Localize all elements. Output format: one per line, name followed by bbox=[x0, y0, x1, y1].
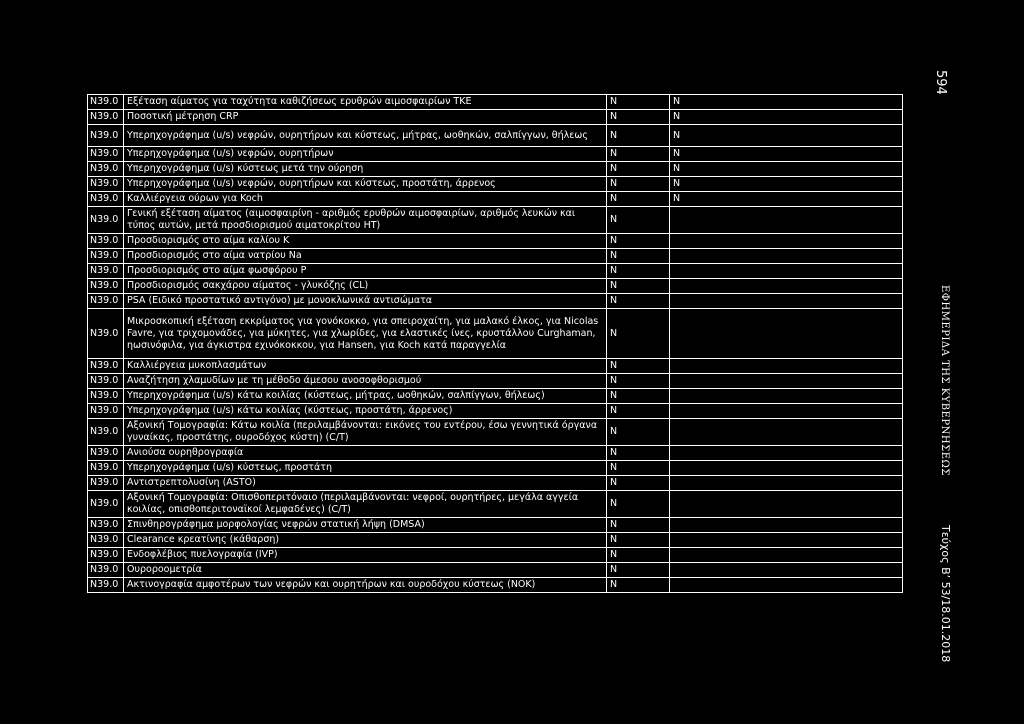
row-code: N39.0 bbox=[88, 359, 124, 374]
row-flag-1: N bbox=[607, 446, 670, 461]
row-description: Γενική εξέταση αίματος (αιμοσφαιρίνη - αριθμός ερυθρών αιμοσφαιρίων, αριθμός λευκών και τύπος αυτών, μετά προσδιορισμού αιματοκρίτου ΗΤ) bbox=[124, 207, 607, 234]
table-row bbox=[88, 147, 903, 162]
row-description: Υπερηχογράφημα (u/s) κάτω κοιλίας (κύστεως, προστάτη, άρρενος) bbox=[124, 404, 607, 419]
table-body bbox=[88, 95, 903, 593]
row-code: N39.0 bbox=[88, 446, 124, 461]
row-code: N39.0 bbox=[88, 249, 124, 264]
row-code: N39.0 bbox=[88, 491, 124, 518]
row-description: Σπινθηρογράφημα μορφολογίας νεφρών στατική λήψη (DMSA) bbox=[124, 518, 607, 533]
table-row bbox=[88, 461, 903, 476]
row-flag-1: N bbox=[607, 404, 670, 419]
row-description: Ανιούσα ουρηθρογραφία bbox=[124, 446, 607, 461]
row-flag-2 bbox=[670, 578, 903, 593]
table-row bbox=[88, 404, 903, 419]
table-row bbox=[88, 264, 903, 279]
row-flag-1: N bbox=[607, 95, 670, 110]
row-flag-2 bbox=[670, 404, 903, 419]
row-description: Υπερηχογράφημα (u/s) κάτω κοιλίας (κύστεως, μήτρας, ωοθηκών, σαλπίγγων, θήλεως) bbox=[124, 389, 607, 404]
row-description: Clearance κρεατίνης (κάθαρση) bbox=[124, 533, 607, 548]
row-flag-2: N bbox=[670, 192, 903, 207]
row-flag-1: N bbox=[607, 491, 670, 518]
table-row bbox=[88, 309, 903, 359]
row-code: N39.0 bbox=[88, 177, 124, 192]
row-description: Υπερηχογράφημα (u/s) νεφρών, ουρητήρων και κύστεως, προστάτη, άρρενος bbox=[124, 177, 607, 192]
row-description: Υπερηχογράφημα (u/s) νεφρών, ουρητήρων και κύστεως, μήτρας, ωοθηκών, σαλπίγγων, θήλεως bbox=[124, 125, 607, 147]
row-description: Αντιστρεπτολυσίνη (ASTO) bbox=[124, 476, 607, 491]
row-flag-1: N bbox=[607, 125, 670, 147]
row-code: N39.0 bbox=[88, 279, 124, 294]
row-flag-2 bbox=[670, 309, 903, 359]
row-flag-2 bbox=[670, 279, 903, 294]
table-row bbox=[88, 207, 903, 234]
row-flag-1: N bbox=[607, 294, 670, 309]
table-row bbox=[88, 125, 903, 147]
row-flag-1: N bbox=[607, 518, 670, 533]
row-flag-2 bbox=[670, 491, 903, 518]
row-code: N39.0 bbox=[88, 264, 124, 279]
row-flag-1: N bbox=[607, 192, 670, 207]
row-code: N39.0 bbox=[88, 125, 124, 147]
row-description: Ενδοφλέβιος πυελογραφία (IVP) bbox=[124, 548, 607, 563]
row-code: N39.0 bbox=[88, 548, 124, 563]
row-flag-2 bbox=[670, 249, 903, 264]
row-flag-2 bbox=[670, 294, 903, 309]
row-flag-2: N bbox=[670, 162, 903, 177]
row-description: PSA (Ειδικό προστατικό αντιγόνο) με μονοκλωνικά αντισώματα bbox=[124, 294, 607, 309]
row-flag-1: N bbox=[607, 279, 670, 294]
row-flag-1: N bbox=[607, 548, 670, 563]
row-code: N39.0 bbox=[88, 162, 124, 177]
row-description: Μικροσκοπική εξέταση εκκρίματος για γονόκοκκο, για σπειροχαίτη, για μαλακό έλκος, για Nicolas Favre, για τριχομονάδες, για μύκητες, για χλωρίδες, για ελαστικές ίνες, κρυστάλλου Curghaman, ηωσινόφιλα, για άγκιστρα εχινόκοκκου, για Hansen, για Koch κατά παραγγελία bbox=[124, 309, 607, 359]
table-row bbox=[88, 578, 903, 593]
row-code: N39.0 bbox=[88, 207, 124, 234]
table-row bbox=[88, 419, 903, 446]
row-description: Προσδιορισμός στο αίμα καλίου Κ bbox=[124, 234, 607, 249]
row-code: N39.0 bbox=[88, 404, 124, 419]
row-flag-2: N bbox=[670, 125, 903, 147]
row-code: N39.0 bbox=[88, 192, 124, 207]
row-flag-2 bbox=[670, 563, 903, 578]
row-description: Αξονική Τομογραφία: Κάτω κοιλία (περιλαμβάνονται: εικόνες του εντέρου, έσω γεννητικά όργανα γυναίκας, προστάτης, ουροδόχος κύστη) (C/T) bbox=[124, 419, 607, 446]
row-flag-1: N bbox=[607, 533, 670, 548]
table-row bbox=[88, 359, 903, 374]
row-flag-2 bbox=[670, 518, 903, 533]
row-code: N39.0 bbox=[88, 110, 124, 125]
row-code: N39.0 bbox=[88, 476, 124, 491]
row-code: N39.0 bbox=[88, 578, 124, 593]
row-flag-2 bbox=[670, 533, 903, 548]
examinations-table bbox=[87, 94, 903, 593]
row-flag-2 bbox=[670, 207, 903, 234]
row-flag-2 bbox=[670, 264, 903, 279]
row-flag-1: N bbox=[607, 177, 670, 192]
table-row bbox=[88, 563, 903, 578]
row-flag-2 bbox=[670, 234, 903, 249]
row-description: Προσδιορισμός σακχάρου αίματος - γλυκόζης (CL) bbox=[124, 279, 607, 294]
row-flag-1: N bbox=[607, 264, 670, 279]
row-code: N39.0 bbox=[88, 309, 124, 359]
table-row bbox=[88, 110, 903, 125]
row-description: Προσδιορισμός στο αίμα φωσφόρου P bbox=[124, 264, 607, 279]
row-flag-2 bbox=[670, 548, 903, 563]
table-row bbox=[88, 234, 903, 249]
table-row bbox=[88, 548, 903, 563]
table-row bbox=[88, 192, 903, 207]
row-flag-2 bbox=[670, 374, 903, 389]
row-flag-2 bbox=[670, 359, 903, 374]
row-flag-1: N bbox=[607, 461, 670, 476]
row-flag-1: N bbox=[607, 147, 670, 162]
row-flag-2: N bbox=[670, 110, 903, 125]
row-flag-1: N bbox=[607, 374, 670, 389]
row-flag-1: N bbox=[607, 476, 670, 491]
row-description: Καλλιέργεια ούρων για Koch bbox=[124, 192, 607, 207]
row-description: Υπερηχογράφημα (u/s) νεφρών, ουρητήρων bbox=[124, 147, 607, 162]
row-code: N39.0 bbox=[88, 389, 124, 404]
row-description: Εξέταση αίματος για ταχύτητα καθιζήσεως ερυθρών αιμοσφαιρίων ΤΚΕ bbox=[124, 95, 607, 110]
row-flag-1: N bbox=[607, 249, 670, 264]
table-row bbox=[88, 95, 903, 110]
row-flag-2 bbox=[670, 476, 903, 491]
row-flag-2 bbox=[670, 389, 903, 404]
row-flag-2 bbox=[670, 461, 903, 476]
row-code: N39.0 bbox=[88, 294, 124, 309]
row-flag-1: N bbox=[607, 578, 670, 593]
row-code: N39.0 bbox=[88, 147, 124, 162]
row-code: N39.0 bbox=[88, 95, 124, 110]
row-description: Προσδιορισμός στο αίμα νατρίου Na bbox=[124, 249, 607, 264]
table-row bbox=[88, 446, 903, 461]
row-flag-1: N bbox=[607, 359, 670, 374]
row-flag-1: N bbox=[607, 207, 670, 234]
row-flag-1: N bbox=[607, 563, 670, 578]
table-row bbox=[88, 533, 903, 548]
table-row bbox=[88, 389, 903, 404]
row-code: N39.0 bbox=[88, 374, 124, 389]
row-code: N39.0 bbox=[88, 234, 124, 249]
row-flag-1: N bbox=[607, 309, 670, 359]
row-description: Ουροροομετρία bbox=[124, 563, 607, 578]
row-code: N39.0 bbox=[88, 419, 124, 446]
row-code: N39.0 bbox=[88, 461, 124, 476]
table-row bbox=[88, 177, 903, 192]
row-code: N39.0 bbox=[88, 563, 124, 578]
table-row bbox=[88, 476, 903, 491]
table-row bbox=[88, 491, 903, 518]
row-flag-1: N bbox=[607, 110, 670, 125]
row-flag-2: N bbox=[670, 95, 903, 110]
row-flag-2: N bbox=[670, 147, 903, 162]
table-row bbox=[88, 162, 903, 177]
row-flag-2 bbox=[670, 419, 903, 446]
table-row bbox=[88, 279, 903, 294]
table-row bbox=[88, 249, 903, 264]
row-code: N39.0 bbox=[88, 518, 124, 533]
row-description: Ακτινογραφία αμφοτέρων των νεφρών και ουρητήρων και ουροδόχου κύστεως (ΝΟΚ) bbox=[124, 578, 607, 593]
row-description: Υπερηχογράφημα (u/s) κύστεως μετά την ούρηση bbox=[124, 162, 607, 177]
table-row bbox=[88, 294, 903, 309]
row-flag-1: N bbox=[607, 419, 670, 446]
gazette-title: ΕΦΗΜΕΡΙΔΑ ΤΗΣ ΚΥΒΕΡΝΗΣΕΩΣ bbox=[939, 285, 950, 476]
row-description: Αναζήτηση χλαμυδίων με τη μέθοδο άμεσου ανοσοφθορισμού bbox=[124, 374, 607, 389]
row-description: Καλλιέργεια μυκοπλασμάτων bbox=[124, 359, 607, 374]
page-number: 594 bbox=[933, 70, 948, 95]
row-flag-1: N bbox=[607, 162, 670, 177]
row-flag-2 bbox=[670, 446, 903, 461]
table-row bbox=[88, 518, 903, 533]
row-code: N39.0 bbox=[88, 533, 124, 548]
issue-info: Τεύχος Β’ 53/18.01.2018 bbox=[939, 525, 952, 663]
row-flag-1: N bbox=[607, 389, 670, 404]
row-description: Αξονική Τομογραφία: Οπισθοπεριτόναιο (περιλαμβάνονται: νεφροί, ουρητήρες, μεγάλα αγγεία κοιλίας, οπισθοπεριτοναϊκοί λεμφαδένες) (C/T) bbox=[124, 491, 607, 518]
row-flag-1: N bbox=[607, 234, 670, 249]
row-flag-2: N bbox=[670, 177, 903, 192]
row-description: Υπερηχογράφημα (u/s) κύστεως, προστάτη bbox=[124, 461, 607, 476]
row-description: Ποσοτική μέτρηση CRP bbox=[124, 110, 607, 125]
table-row bbox=[88, 374, 903, 389]
